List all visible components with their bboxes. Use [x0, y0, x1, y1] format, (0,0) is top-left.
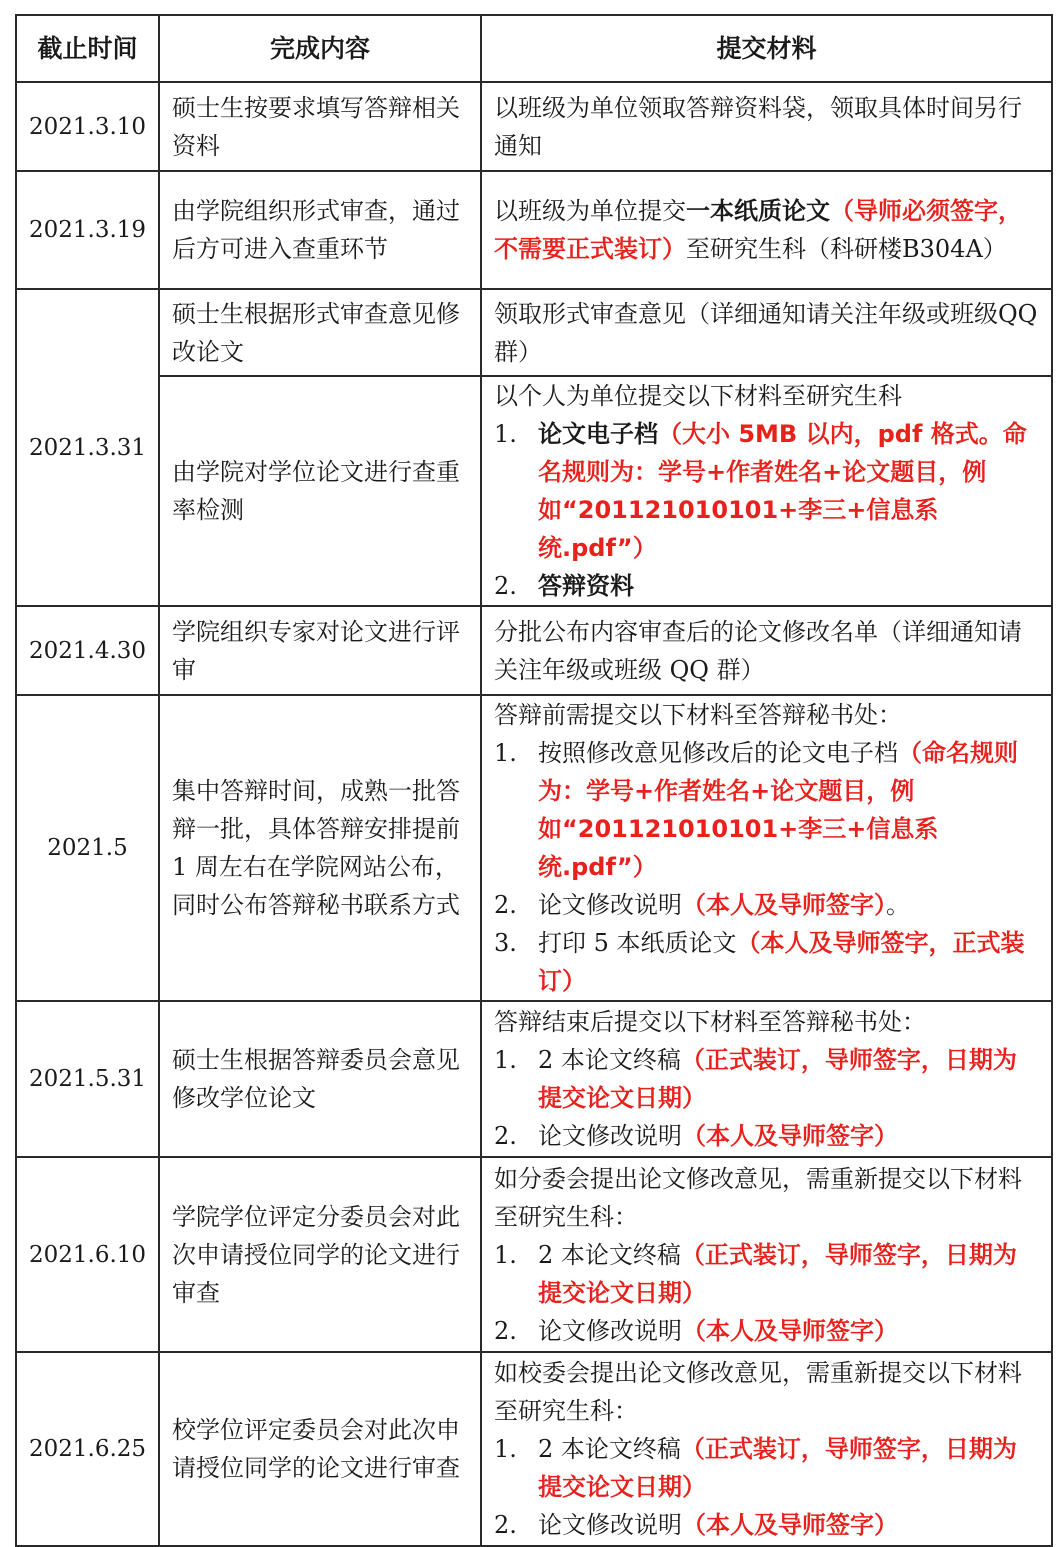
task-cell: 校学位评定委员会对此次申请授位同学的论文进行审查 — [159, 1352, 481, 1546]
list-number: 1. — [494, 1046, 517, 1074]
header-task: 完成内容 — [159, 15, 481, 82]
item-note: （大小 5MB 以内，pdf 格式。命名规则为：学号+作者姓名+论文题目，例如“201121010101+李三+信息系统.pdf”） — [538, 420, 1027, 562]
materials-cell — [481, 171, 1052, 289]
materials-cell: 以班级为单位领取答辩资料袋，领取具体时间另行通知 — [481, 82, 1052, 171]
list-number: 2. — [494, 1511, 517, 1539]
list-item — [494, 1506, 1039, 1544]
table-row — [16, 1157, 1052, 1352]
header-row — [16, 15, 1052, 82]
list-number: 2. — [494, 572, 517, 600]
item-text: 论文修改说明 — [538, 1511, 682, 1539]
item-note: （正式装订，导师签字，日期为提交论文日期） — [538, 1435, 1017, 1501]
deadline-cell: 2021.3.10 — [16, 82, 159, 171]
task-cell: 集中答辩时间，成熟一批答辩一批，具体答辩安排提前 1 周左右在学院网站公布，同时公布答辩秘书联系方式 — [159, 695, 481, 1001]
item-title: 论文电子档 — [538, 420, 658, 448]
item-note: （命名规则为：学号+作者姓名+论文题目，例如“201121010101+李三+信息系统.pdf”） — [538, 739, 1018, 881]
table-row — [16, 606, 1052, 695]
deadline-cell: 2021.6.10 — [16, 1157, 159, 1352]
item-title: 答辩资料 — [538, 572, 634, 600]
item-text: 论文修改说明 — [538, 1122, 682, 1150]
task-cell: 硕士生根据答辩委员会意见修改学位论文 — [159, 1001, 481, 1157]
materials-cell — [481, 1157, 1052, 1352]
item-note: （正式装订，导师签字，日期为提交论文日期） — [538, 1240, 1017, 1307]
list-number: 2. — [494, 891, 517, 919]
materials-cell: 领取形式审查意见（详细通知请关注年级或班级QQ 群） — [481, 289, 1052, 376]
deadline-cell: 2021.5.31 — [16, 1001, 159, 1157]
item-text: 按照修改意见修改后的论文电子档 — [538, 739, 898, 767]
deadline-cell: 2021.4.30 — [16, 606, 159, 695]
task-cell: 学院组织专家对论文进行评审 — [159, 606, 481, 695]
list-item — [494, 1041, 1039, 1117]
materials-cell — [481, 376, 1052, 606]
item-text: 打印 5 本纸质论文 — [538, 929, 737, 957]
item-text: 2 本论文终稿 — [538, 1240, 681, 1269]
materials-intro: 答辩前需提交以下材料至答辩秘书处： — [494, 701, 902, 729]
item-note: （本人及导师签字） — [682, 1122, 898, 1150]
list-item — [494, 1312, 1039, 1350]
header-materials: 提交材料 — [481, 15, 1052, 82]
table-row — [16, 82, 1052, 171]
item-note: （本人及导师签字） — [682, 1316, 898, 1345]
materials-intro: 答辩结束后提交以下材料至答辩秘书处： — [494, 1008, 926, 1036]
table-row — [16, 289, 1052, 376]
list-number: 1. — [494, 1435, 517, 1463]
task-cell: 学院学位评定分委员会对此次申请授位同学的论文进行审查 — [159, 1157, 481, 1352]
deadline-cell: 2021.3.31 — [16, 289, 159, 606]
list-item — [494, 1236, 1039, 1312]
task-cell: 由学院组织形式审查，通过后方可进入查重环节 — [159, 171, 481, 289]
schedule-table — [15, 14, 1053, 1547]
task-cell: 硕士生按要求填写答辩相关资料 — [159, 82, 481, 171]
materials-intro: 如校委会提出论文修改意见，需重新提交以下材料至研究生科： — [494, 1359, 1022, 1425]
item-text: 2 本论文终稿 — [538, 1046, 681, 1074]
materials-note: （导师必须签字，不需要正式装订） — [494, 197, 1022, 263]
item-note: （本人及导师签字） — [682, 891, 886, 919]
list-item — [494, 734, 1039, 886]
deadline-cell: 2021.3.19 — [16, 171, 159, 289]
materials-intro: 如分委会提出论文修改意见，需重新提交以下材料至研究生科： — [494, 1164, 1022, 1231]
materials-text: 至研究生科（科研楼B304A） — [686, 235, 1007, 263]
table-row — [16, 1352, 1052, 1546]
list-item — [494, 924, 1039, 1000]
item-note: （本人及导师签字，正式装订） — [538, 929, 1025, 995]
deadline-cell: 2021.5 — [16, 695, 159, 1001]
table-row — [16, 376, 1052, 606]
list-number: 1. — [494, 739, 517, 767]
materials-text: 以班级为单位提交 — [494, 197, 686, 225]
header-date: 截止时间 — [16, 15, 159, 82]
materials-cell — [481, 1001, 1052, 1157]
materials-intro: 以个人为单位提交以下材料至研究生科 — [494, 382, 902, 410]
item-note: （本人及导师签字） — [682, 1511, 898, 1539]
table-row — [16, 171, 1052, 289]
item-text: 论文修改说明 — [538, 891, 682, 919]
item-end: 。 — [886, 891, 910, 919]
list-item — [494, 886, 1039, 924]
materials-cell — [481, 1352, 1052, 1546]
list-number: 3. — [494, 929, 517, 957]
item-note: （正式装订，导师签字，日期为提交论文日期） — [538, 1046, 1017, 1112]
list-item — [494, 1430, 1039, 1506]
task-cell: 硕士生根据形式审查意见修改论文 — [159, 289, 481, 376]
list-number: 1. — [494, 1240, 517, 1269]
materials-cell: 分批公布内容审查后的论文修改名单（详细通知请关注年级或班级 QQ 群） — [481, 606, 1052, 695]
item-text: 论文修改说明 — [538, 1316, 682, 1345]
item-text: 2 本论文终稿 — [538, 1435, 681, 1463]
materials-cell — [481, 695, 1052, 1001]
list-number: 1. — [494, 420, 517, 448]
list-item — [494, 567, 1039, 605]
table-row — [16, 1001, 1052, 1157]
list-item — [494, 415, 1039, 567]
deadline-cell: 2021.6.25 — [16, 1352, 159, 1546]
task-cell: 由学院对学位论文进行查重率检测 — [159, 376, 481, 606]
materials-bold: 一本纸质论文 — [686, 197, 830, 225]
list-item — [494, 1117, 1039, 1155]
list-number: 2. — [494, 1122, 517, 1150]
list-number: 2. — [494, 1316, 517, 1345]
table-row — [16, 695, 1052, 1001]
